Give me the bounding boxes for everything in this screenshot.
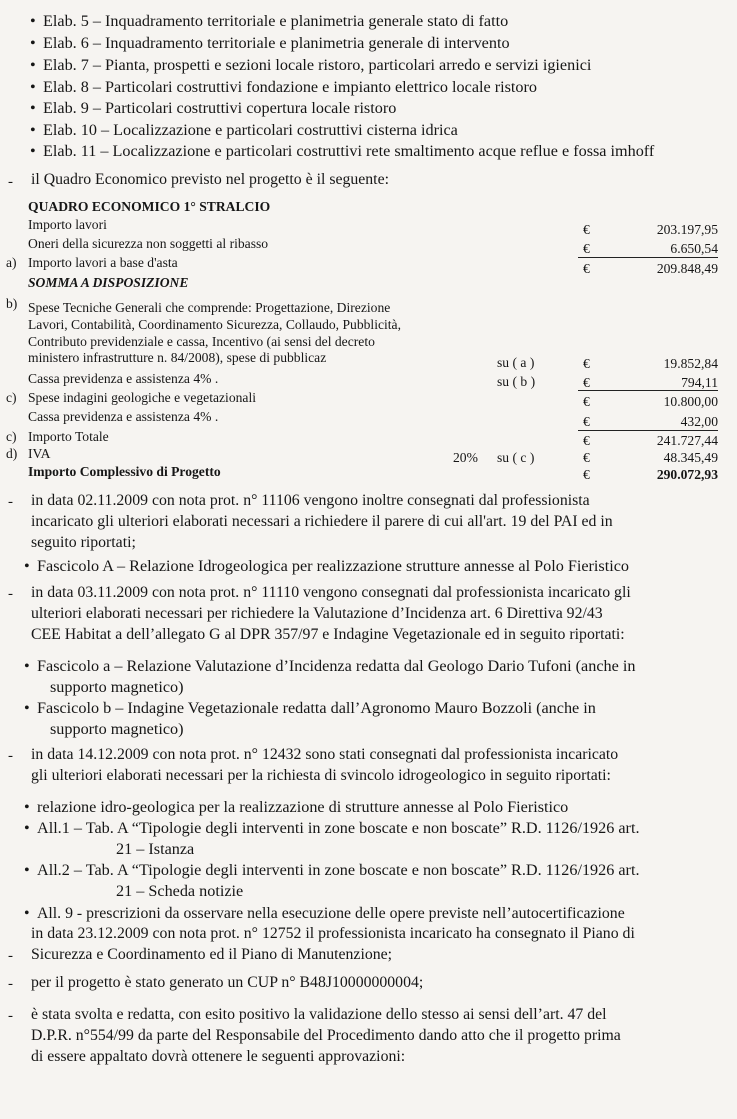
oneri-label: Oneri della sicurezza non soggetti al ribasso <box>28 236 269 251</box>
list-item: • All. 9 - prescrizioni da osservare nella esecuzione delle opere previste nell’autocertificazione <box>24 905 625 922</box>
para-line: è stata svolta e redatta, con esito positivo la validazione dello stesso ai sensi dell’art. 47 del <box>31 1006 607 1023</box>
para-line: in data 03.11.2009 con nota prot. n° 11110 vengono consegnati dal professionista incaricato gli <box>31 584 631 601</box>
marker-b: b) <box>6 296 18 311</box>
euro-sign: € <box>583 375 590 390</box>
euro-sign: € <box>583 222 590 237</box>
su-a: su ( a ) <box>497 355 535 370</box>
list-item: • relazione idro-geologica per la realizzazione di strutture annesse al Polo Fieristico <box>24 798 569 816</box>
importo-lavori-value: 203.197,95 <box>656 222 718 237</box>
spese-tecniche-line: Lavori, Contabilità, Coordinamento Sicurezza, Collaudo, Pubblicità, <box>28 317 401 332</box>
dash-marker: - <box>8 586 13 602</box>
list-item-cont: supporto magnetico) <box>50 678 184 696</box>
importo-lavori-label: Importo lavori <box>28 217 107 232</box>
para-line: incaricato gli ulteriori elaborati necessari a richiedere il parere di cui all'art. 19 del PAI ed in <box>31 513 613 530</box>
cup-line: per il progetto è stato generato un CUP n° B48J10000000004; <box>31 974 424 991</box>
complessivo-value: 290.072,93 <box>656 467 718 482</box>
su-c: su ( c ) <box>497 450 535 465</box>
para-line: Sicurezza e Coordinamento ed il Piano di Manutenzione; <box>31 946 393 963</box>
list-item: • All.1 – Tab. A “Tipologie degli interventi in zone boscate e non boscate” R.D. 1126/1926 art. <box>24 819 640 837</box>
para-line: seguito riportati; <box>31 534 136 551</box>
oneri-value: 6.650,54 <box>670 241 718 256</box>
marker-a: a) <box>6 255 17 270</box>
base-asta-value: 209.848,49 <box>656 261 718 276</box>
list-item: • Elab. 6 – Inquadramento territoriale e planimetria generale di intervento <box>30 34 510 52</box>
list-item: • Elab. 5 – Inquadramento territoriale e planimetria generale stato di fatto <box>30 12 509 30</box>
somma-title: SOMMA A DISPOSIZIONE <box>28 275 189 290</box>
iva-value: 48.345,49 <box>663 450 718 465</box>
su-b: su ( b ) <box>497 374 536 389</box>
para-line: ulteriori elaborati necessari per richiedere la Valutazione d’Incidenza art. 6 Direttiva 92/43 <box>31 605 603 622</box>
spese-tecniche-line: Spese Tecniche Generali che comprende: Progettazione, Direzione <box>28 300 391 315</box>
list-item: • Fascicolo a – Relazione Valutazione d’Incidenza redatta dal Geologo Dario Tufoni (anche in <box>24 657 636 675</box>
subtotal-rule <box>578 430 718 431</box>
list-item: • Elab. 11 – Localizzazione e particolari costruttivi rete smaltimento acque reflue e fossa imhoff <box>30 142 655 160</box>
totale-value: 241.727,44 <box>656 433 718 448</box>
para-line: CEE Habitat a dell’allegato G al DPR 357/97 e Indagine Vegetazionale ed in seguito riportati: <box>31 626 625 643</box>
quadro-intro: il Quadro Economico previsto nel progetto è il seguente: <box>31 171 389 188</box>
dash-marker: - <box>8 1008 13 1024</box>
list-item: • Elab. 9 – Particolari costruttivi copertura locale ristoro <box>30 99 397 117</box>
totale-label: Importo Totale <box>28 429 109 444</box>
subtotal-rule <box>578 390 718 391</box>
cassa1-label: Cassa previdenza e assistenza 4% . <box>28 371 219 386</box>
cassa1-value: 794,11 <box>681 375 718 390</box>
indagini-label: Spese indagini geologiche e vegetazionali <box>28 390 256 405</box>
para-line: gli ulteriori elaborati necessari per la richiesta di svincolo idrogeologico in seguito riportati: <box>31 767 611 784</box>
euro-sign: € <box>583 241 590 256</box>
euro-sign: € <box>583 356 590 371</box>
list-item-cont: 21 – Istanza <box>116 840 195 858</box>
list-item-cont: 21 – Scheda notizie <box>116 882 244 900</box>
base-asta-label: Importo lavori a base d'asta <box>28 255 178 270</box>
dash-marker: - <box>8 494 13 510</box>
para-line: D.P.R. n°554/99 da parte del Responsabile del Procedimento dando atto che il progetto prima <box>31 1027 621 1044</box>
euro-sign: € <box>583 414 590 429</box>
quadro-title: QUADRO ECONOMICO 1° STRALCIO <box>28 199 271 214</box>
spese-tecniche-line: ministero infrastrutture n. 84/2008), spese di pubblicaz <box>28 350 327 365</box>
cassa2-label: Cassa previdenza e assistenza 4% . <box>28 409 219 424</box>
list-item: • Elab. 7 – Pianta, prospetti e sezioni locale ristoro, particolari arredo e servizi igienici <box>30 56 592 74</box>
para-line: di essere appaltato dovrà ottenere le seguenti approvazioni: <box>31 1048 406 1065</box>
list-item-cont: supporto magnetico) <box>50 720 184 738</box>
para-line: in data 23.12.2009 con nota prot. n° 12752 il professionista incaricato ha consegnato il Piano di <box>31 925 635 942</box>
list-item: • All.2 – Tab. A “Tipologie degli interventi in zone boscate e non boscate” R.D. 1126/1926 art. <box>24 861 640 879</box>
euro-sign: € <box>583 467 590 482</box>
euro-sign: € <box>583 261 590 276</box>
subtotal-rule <box>578 257 718 258</box>
spese-tecniche-line: Contributo previdenziale e cassa, Incentivo (ai sensi del decreto <box>28 334 375 349</box>
iva-pct: 20% <box>453 450 478 465</box>
euro-sign: € <box>583 394 590 409</box>
marker-c: c) <box>6 390 17 405</box>
dash-marker: - <box>8 948 13 964</box>
marker-c2: c) <box>6 429 17 444</box>
list-item: • Elab. 10 – Localizzazione e particolari costruttivi cisterna idrica <box>30 121 458 139</box>
spese-tecniche-value: 19.852,84 <box>663 356 718 371</box>
cassa2-value: 432,00 <box>680 414 718 429</box>
dash-marker: - <box>8 174 13 190</box>
para-line: in data 14.12.2009 con nota prot. n° 12432 sono stati consegnati dal professionista incaricato <box>31 746 619 763</box>
euro-sign: € <box>583 450 590 465</box>
list-item: • Fascicolo A – Relazione Idrogeologica per realizzazione strutture annesse al Polo Fieristico <box>24 557 629 575</box>
indagini-value: 10.800,00 <box>663 394 718 409</box>
marker-d: d) <box>6 446 18 461</box>
para-line: in data 02.11.2009 con nota prot. n° 11106 vengono inoltre consegnati dal professionista <box>31 492 590 509</box>
dash-marker: - <box>8 748 13 764</box>
list-item: • Elab. 8 – Particolari costruttivi fondazione e impianto elettrico locale ristoro <box>30 78 538 96</box>
euro-sign: € <box>583 433 590 448</box>
iva-label: IVA <box>28 446 51 461</box>
list-item: • Fascicolo b – Indagine Vegetazionale redatta dall’Agronomo Mauro Bozzoli (anche in <box>24 699 596 717</box>
dash-marker: - <box>8 976 13 992</box>
complessivo-label: Importo Complessivo di Progetto <box>28 464 221 479</box>
